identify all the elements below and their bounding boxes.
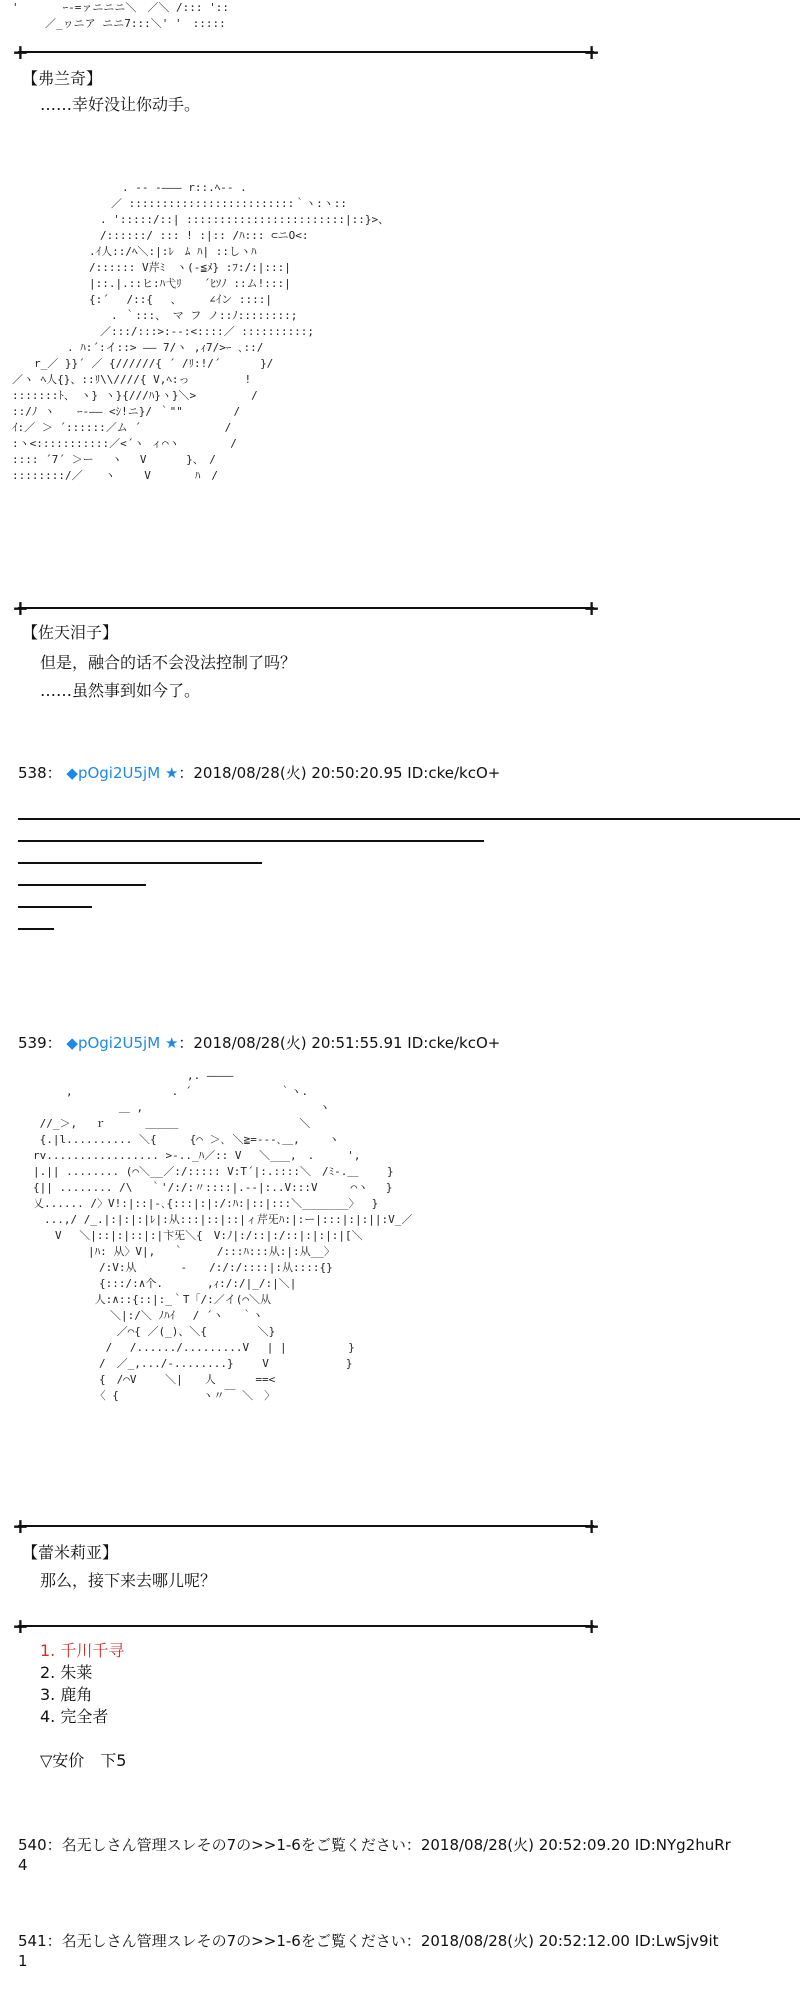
ascii-art-character-2 <box>22 1068 412 1404</box>
ascii-art-line: . ':::::/::| ::::::::::::::::::::::::|::}>、 <box>12 213 390 226</box>
ascii-art-line: / ／_,.../‐........} V } <box>22 1357 353 1370</box>
post-header-539 <box>18 1032 500 1053</box>
ascii-art-line: |ﾊ: 从〉V|, ｀ /:::ﾊ:::从:|:从__〉 <box>22 1245 335 1258</box>
ascii-art-line: /::::::/ ::: ! :|:: /ﾊ::: ⊂ニO<: <box>12 229 309 242</box>
speaker-name: 【蕾米莉亚】 <box>22 1543 119 1562</box>
post-number: 541： <box>18 1932 62 1950</box>
ascii-art-line: ／:::/:::>:-‐:<::::／ ::::::::::; <box>12 325 315 338</box>
ascii-art-line: / /....../.........V | | } <box>22 1341 355 1354</box>
ascii-art-line: ,. ―――― <box>22 1069 234 1082</box>
ascii-art-line: ／ヽ ﾍ人{}、::ﾘ\\////{ V,ﾍ:っ ! <box>12 373 252 386</box>
post-meta: ：2018/08/28(火) 20:50:20.95 ID:cke/kcO+ <box>178 764 501 782</box>
ascii-art-line: ' ｰ-=ァニニニ＼ ／＼ /::: ':: <box>12 1 229 14</box>
post-meta: 名无しさん管理スレその7の>>1-6をご覧ください：2018/08/28(火) 20:52:09.20 ID:NYg2huRr <box>61 1836 731 1854</box>
ascii-art-line: {:´ /::{ 、 ∠ｲン ::::| <box>12 293 272 306</box>
post-number: 540： <box>18 1836 62 1854</box>
dialogue-line: 但是，融合的话不会没法控制了吗？ <box>40 653 297 672</box>
choice-item-3: 3. 鹿角 <box>40 1685 93 1704</box>
ascii-art-line: ::/ﾉ ヽ ｰ‐―― <ｼ!ニ}/ ｀"" / <box>12 405 241 418</box>
ascii-art-line: {:::/:∧个. ,ｨ:/:/|_/:|＼| <box>22 1277 297 1290</box>
ascii-art-line: { /⌒V ＼| 人 ==< <box>22 1373 276 1386</box>
section-divider: + + <box>12 596 600 620</box>
speaker-name: 【佐天泪子】 <box>22 623 119 642</box>
ascii-art-line: ／_ヮニア ニニ7:::＼' ' ::::: <box>12 17 226 30</box>
ascii-art-line: /:V:从 - /:/:/::::|:从::::{} <box>22 1261 333 1274</box>
ascii-art-line: 人:∧::{::|:_｀T「/:／イ(⌒＼从 <box>22 1293 271 1306</box>
ascii-art-top <box>12 0 229 32</box>
horizontal-rule <box>18 906 92 908</box>
choice-item-4: 4. 完全者 <box>40 1707 109 1726</box>
ascii-art-line: 乂...... /〉V!:|::|-､{:::|:|:/:ﾊ:|::|:::＼_______〉 } <box>22 1197 379 1210</box>
ascii-art-line: ...,/ /_.|:|:|:|ﾚ|:从:::|::|::|ィ芹旡ﾊ:|:ー|:::|:|:||:V_／ <box>22 1213 413 1226</box>
ascii-art-line: {|| ........ /\ ｀'/:/:〃::::|.‐-|:..V:::V ⌒ヽ } <box>22 1181 393 1194</box>
ascii-art-line: V ＼|::|:|::|:|卞旡＼{ V:ﾉ|:/::|:/::|:|:|:|[＼ <box>22 1229 363 1242</box>
horizontal-rule <box>18 928 54 930</box>
ascii-art-line: ／⌒{ ／(_)、＼{ ＼} <box>22 1325 276 1338</box>
vote-instruction: ▽安价 下5 <box>40 1751 127 1770</box>
star-icon: ★ <box>164 1034 179 1052</box>
horizontal-rule <box>18 862 262 864</box>
ascii-art-line: . ｀:::、 マ フ ノ::ﾉ::::::::; <box>12 309 298 322</box>
post-header-541 <box>18 1930 719 1951</box>
ascii-art-line: r_／ }}´ ／ {//////{ ´ /ﾘ:!/´ }/ <box>12 357 274 370</box>
post-number: 539： <box>18 1034 62 1052</box>
ascii-art-line: .ｲ人::/ﾍ＼:|:ﾚ ﾑ ﾊ| ::しヽﾊ <box>12 245 257 258</box>
horizontal-rule <box>18 884 146 886</box>
ascii-art-line: |.|| ........ (⌒＼__／:/::::: V:T´|:.::::＼ /ﾐ-.＿ } <box>22 1165 394 1178</box>
ascii-art-line: ｲ:／ ＞ ´::::::／ム ´ / <box>12 421 232 434</box>
tripcode-link[interactable]: ◆pOgi2U5jM <box>66 1034 161 1052</box>
post-header-540 <box>18 1834 731 1855</box>
post-meta: ：2018/08/28(火) 20:51:55.91 ID:cke/kcO+ <box>178 1034 501 1052</box>
post-number: 538： <box>18 764 62 782</box>
ascii-art-character-1 <box>12 180 389 484</box>
ascii-art-line: ＼|:/＼ ﾉﾊｲ / ´ヽ ｀ヽ <box>22 1309 264 1322</box>
ascii-art-line: ＿ , ヽ <box>22 1101 331 1114</box>
ascii-art-line: . -‐ ‐――― r::.ﾍ‐- . <box>12 181 247 194</box>
speaker-name: 【弗兰奇】 <box>22 69 103 88</box>
ascii-art-line: {.|l.......... ＼{ {⌒ ＞､ ＼≧=‐‐-､＿, ヽ <box>22 1133 340 1146</box>
ascii-art-line: /:::::: V芹ﾐ ヽ(‐≦ﾒ} :ﾌ:/:|:::| <box>12 261 291 274</box>
post-body-540: 4 <box>18 1856 28 1874</box>
star-icon: ★ <box>164 764 179 782</box>
section-divider: + + <box>12 1514 600 1538</box>
post-meta: 名无しさん管理スレその7の>>1-6をご覧ください：2018/08/28(火) 20:52:12.00 ID:LwSjv9it <box>61 1932 719 1950</box>
ascii-art-line: :::::::ﾄ、 ヽ} ヽ}{///ﾊ}ヽ}＼> / <box>12 389 258 402</box>
post-body-541: 1 <box>18 1952 28 1970</box>
ascii-art-line: //_＞, ｒ ＿＿＿ ＼ <box>22 1117 311 1130</box>
dialogue-line: 那么，接下来去哪儿呢？ <box>40 1571 217 1590</box>
section-divider: + + <box>12 1614 600 1638</box>
post-header-538 <box>18 762 500 783</box>
tripcode-link[interactable]: ◆pOgi2U5jM <box>66 764 161 782</box>
horizontal-rule <box>18 818 800 820</box>
choice-item-1: 1. 千川千寻 <box>40 1641 125 1660</box>
ascii-art-line: rv................. >-.._ﾊ／:: V ＼___, . ', <box>22 1149 361 1162</box>
ascii-art-line: :::: ´7´ ＞ー ヽ V }、 / <box>12 453 216 466</box>
ascii-art-line: . ﾊ:´:イ::> ―― 7/ヽ ,ｨ7/>ｰ ､::/ <box>12 341 264 354</box>
dialogue-line: ……虽然事到如今了。 <box>40 681 201 700</box>
ascii-art-line: ／ :::::::::::::::::::::::::｀ヽ:ヽ:: <box>12 197 348 210</box>
ascii-art-line: :ヽ<:::::::::::／<´ヽ ィ⌒ヽ / <box>12 437 237 450</box>
dialogue-line: ……幸好没让你动手。 <box>40 95 201 114</box>
section-divider: + + <box>12 40 600 64</box>
ascii-art-line: |::.|.::ヒ:ﾊ弋ﾘ ´ﾋｿﾉ ::ム!:::| <box>12 277 291 290</box>
choice-item-2: 2. 朱莱 <box>40 1663 93 1682</box>
ascii-art-line: , . ´ ｀ヽ. <box>22 1085 309 1098</box>
ascii-art-line: ::::::::/／ ヽ V ﾊ / <box>12 469 218 482</box>
ascii-art-line: 〈 { ヽ〃￣ ＼ 〉 <box>22 1389 276 1402</box>
horizontal-rule <box>18 840 484 842</box>
